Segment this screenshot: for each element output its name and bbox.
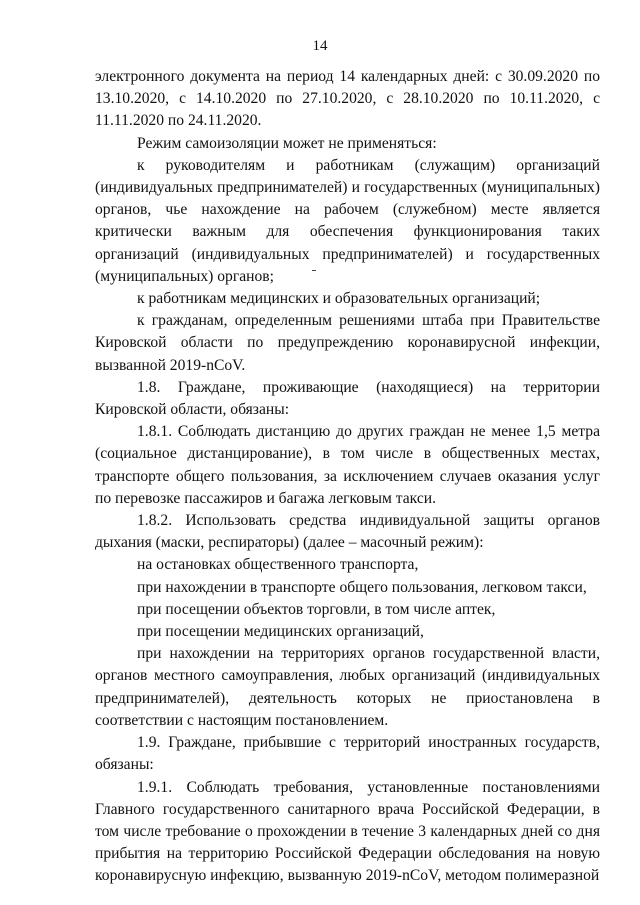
document-body [95,66,600,888]
paragraph: при нахождении в транспорте общего пользования, легковом такси, [137,578,587,596]
paragraph: при посещении медицинских организаций, [137,623,424,641]
paragraph: электронного документа на период 14 календарных дней: с 30.09.2020 по 13.10.2020, с 14.10.2020 по 27.10.2020, с 28.10.2020 по 10.11.2020, с 11.11.2020 по 24.11.2020. [95,68,600,130]
scan-speck [312,270,316,271]
paragraph: 1.8.2. Использовать средства индивидуальной защиты органов дыхания (маски, респираторы) (далее – масочный режим): [95,512,600,552]
paragraph: при нахождении на территориях органов государственной власти, органов местного самоуправления, любых организаций (индивидуальных предпринимателей), деятельность которых не приостановлена в соответствии с настоящим постановлением. [95,645,600,729]
paragraph: 1.8. Граждане, проживающие (находящиеся) на территории Кировской области, обязаны: [95,378,600,419]
page-number: 14 [312,38,328,54]
paragraph: 1.9. Граждане, прибывшие с территорий иностранных государств, обязаны: [95,734,600,774]
paragraph: к работникам медицинских и образовательных организаций; [137,290,541,308]
paragraph: к гражданам, определенным решениями штаба при Правительстве Кировской области по предупреждению коронавирусной инфекции, вызванной 2019-nCoV. [95,312,600,374]
paragraph: на остановках общественного транспорта, [137,556,419,574]
paragraph: 1.9.1. Соблюдать требования, установленные постановлениями Главного государственного санитарного врача Российской Федерации, в том числе требование о прохождении в течение 3 календарных дней со дня прибытия на территорию Российской Федерации обследования на новую коронавирусную инфекцию, вызванную 2019-nCoV, методом полимеразной [95,778,600,885]
paragraph: к руководителям и работникам (служащим) организаций (индивидуальных предпринимателей) и государственных (муниципальных) органов, чье нахождение на рабочем (служебном) месте является критически важным для обеспечения функционирования таких организаций (индивидуальных предпринимателей) и государственных (муниципальных) органов; [95,156,600,285]
paragraph: Режим самоизоляции может не применяться: [137,134,437,152]
paragraph: при посещении объектов торговли, в том числе аптек, [137,600,496,618]
paragraph: 1.8.1. Соблюдать дистанцию до других граждан не менее 1,5 метра (социальное дистанцирование), в том числе в общественных местах, транспорте общего пользования, за исключением случаев оказания услуг по перевозке пассажиров и багажа легковым такси. [95,423,600,507]
